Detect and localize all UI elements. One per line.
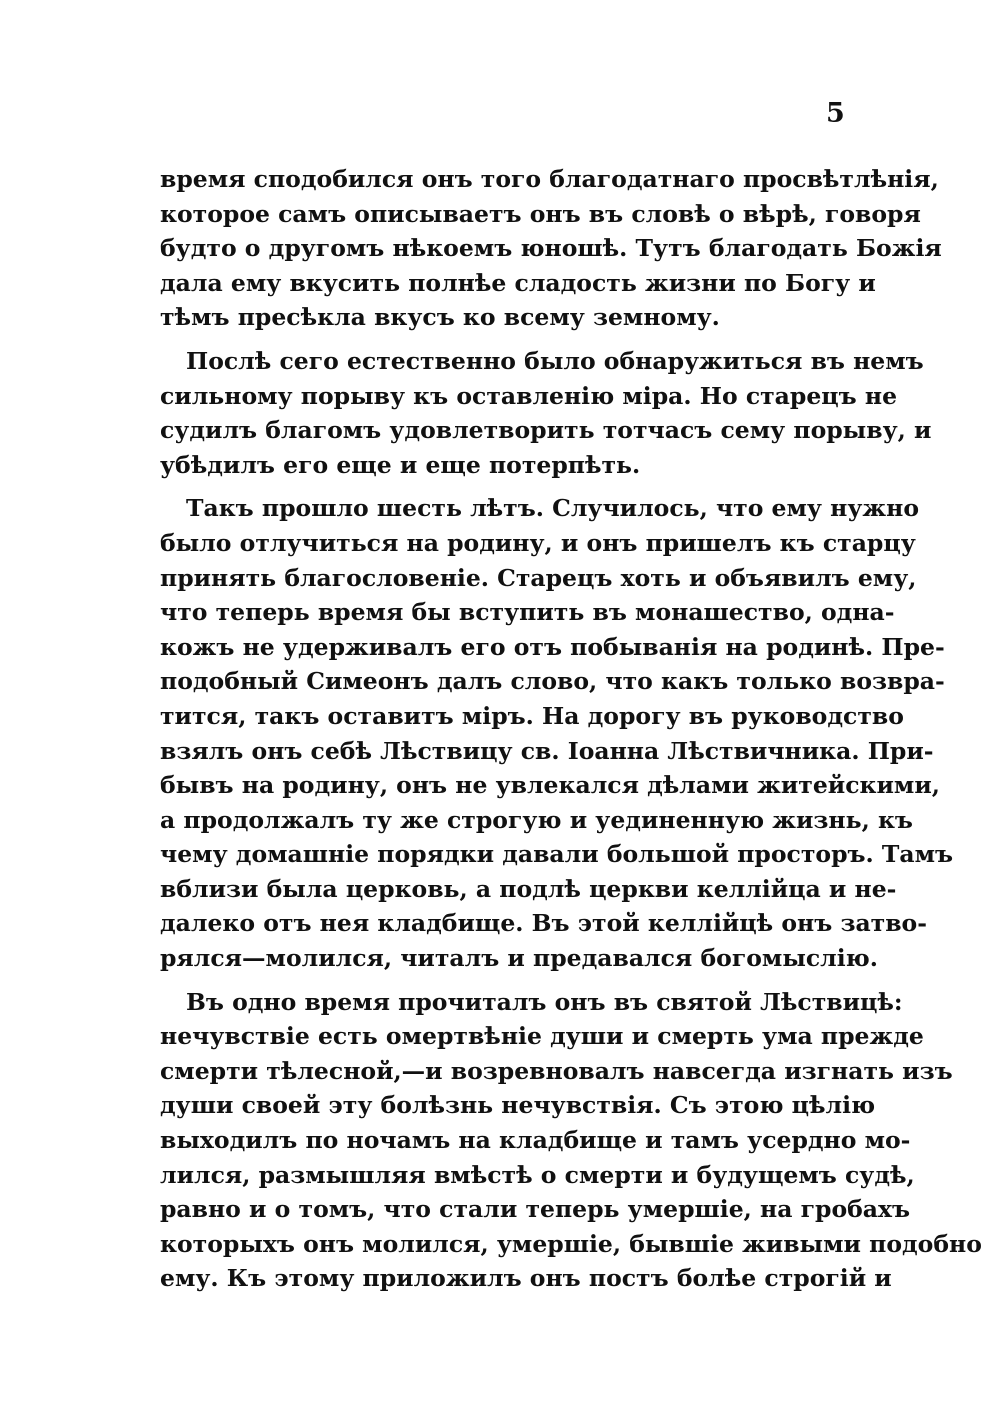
text-line: кожъ не удерживалъ его отъ побыванія на родинѣ. Пре-: [160, 632, 945, 661]
text-line: было отлучиться на родину, и онъ пришелъ къ старцу: [160, 528, 916, 557]
paragraph: [160, 162, 942, 335]
text-line: убѣдилъ его еще и еще потерпѣть.: [160, 450, 641, 479]
text-line: что теперь время бы вступить въ монашество, одна-: [160, 598, 895, 627]
text-line: а продолжалъ ту же строгую и уединенную жизнь, къ: [160, 805, 913, 834]
text-line: нечувствіе есть омертвѣніе души и смерть ума прежде: [160, 1022, 924, 1051]
text-line: Послѣ сего естественно было обнаружиться въ немъ: [186, 346, 924, 375]
text-line: которое самъ описываетъ онъ въ словѣ о вѣрѣ, говоря: [160, 199, 921, 228]
text-line: Такъ прошло шесть лѣтъ. Случилось, что ему нужно: [186, 494, 919, 523]
text-line: ему. Къ этому приложилъ онъ постъ болѣе строгій и: [160, 1264, 892, 1293]
text-line: вблизи была церковь, а подлѣ церкви келлійца и не-: [160, 874, 897, 903]
paragraph: [160, 344, 932, 482]
text-line: души своей эту болѣзнь нечувствія. Съ этою цѣлію: [160, 1091, 876, 1120]
text-line: смерти тѣлесной,—и возревновалъ навсегда изгнать изъ: [160, 1056, 953, 1085]
text-line: равно и о томъ, что стали теперь умершіе, на гробахъ: [160, 1195, 911, 1224]
body-text: [160, 162, 982, 1296]
text-line: лился, размышляя вмѣстѣ о смерти и будущемъ судѣ,: [160, 1160, 915, 1189]
text-line: чему домашніе порядки давали большой просторъ. Тамъ: [160, 840, 954, 869]
text-line: судилъ благомъ удовлетворить тотчасъ сему порыву, и: [160, 416, 932, 445]
text-line: тѣмъ пресѣкла вкусъ ко всему земному.: [160, 303, 720, 332]
text-line: подобный Симеонъ далъ слово, что какъ только возвра-: [160, 667, 945, 696]
text-line: принять благословеніе. Старецъ хоть и объявилъ ему,: [160, 563, 917, 592]
text-line: сильному порыву къ оставленію міра. Но старецъ не: [160, 381, 898, 410]
paragraph: [160, 985, 982, 1296]
text-line: взялъ онъ себѣ Лѣствицу св. Іоанна Лѣствичника. При-: [160, 736, 934, 765]
text-line: тится, такъ оставитъ міръ. На дорогу въ руководство: [160, 701, 904, 730]
text-line: будто о другомъ нѣкоемъ юношѣ. Тутъ благодать Божія: [160, 234, 942, 263]
text-line: которыхъ онъ молился, умершіе, бывшіе живыми подобно: [160, 1229, 982, 1258]
text-line: дала ему вкусить полнѣе сладость жизни по Богу и: [160, 268, 876, 297]
text-line: Въ одно время прочиталъ онъ въ святой Лѣствицѣ:: [186, 987, 903, 1016]
text-line: время сподобился онъ того благодатнаго просвѣтлѣнія,: [160, 165, 939, 193]
text-line: выходилъ по ночамъ на кладбище и тамъ усердно мо-: [160, 1126, 911, 1155]
text-line: бывъ на родину, онъ не увлекался дѣлами житейскими,: [160, 771, 940, 800]
text-line: далеко отъ нея кладбище. Въ этой келлійцѣ онъ затво-: [160, 909, 927, 938]
paragraph: [160, 491, 954, 975]
page-number: 5: [826, 98, 845, 129]
text-line: рялся—молился, читалъ и предавался богомыслію.: [160, 944, 878, 973]
